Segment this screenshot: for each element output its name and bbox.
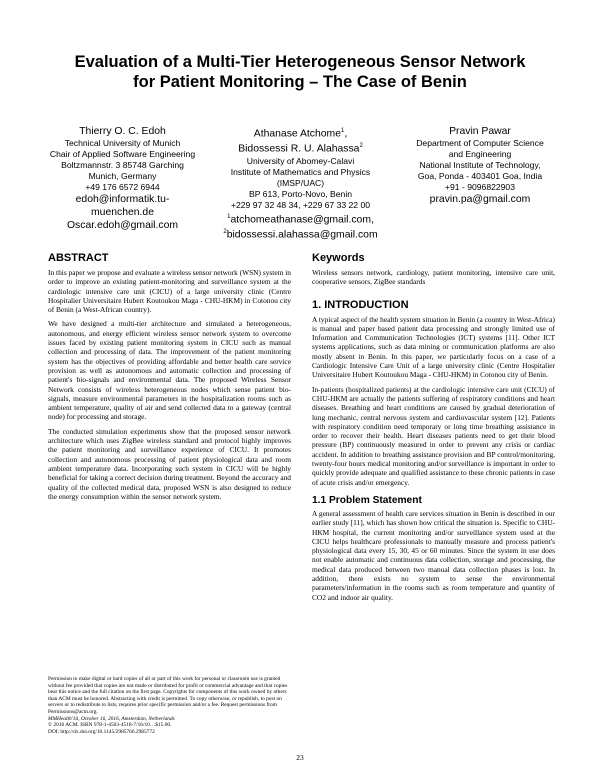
author-superscript: 2 [359,143,363,150]
affiliation-line: Department of Computer Science [416,138,544,148]
abstract-heading: ABSTRACT [48,252,109,264]
right-column [312,252,555,602]
copyright-block [48,676,291,735]
left-column [48,252,291,501]
email-text: atchomeathanase@gmail.com, [230,214,374,226]
phone-number: +49 176 6572 6944 [85,182,160,192]
affiliation-line: National Institute of Technology, [419,160,541,170]
abstract-paragraph: In this paper we propose and evaluate a wireless sensor network (WSN) system in order to improve an existing patient-monitoring and surveillance system at the cardiologic intensive care unit (CICU) of a large university clinic (Centre Hospitalier Universitaire Hubert Koutoukou Maga - CHU-HKM) in Cotonou city of Benin (a West-African country). [48,268,291,315]
abstract-paragraph: The conducted simulation experiments show that the proposed sensor network architecture which uses ZigBee wireless standard and protocol highly improves the patient monitoring and surveillance experience of CICU. It promotes collection and autonomous processing of patient physiological data and room ambient temperature data. Incorporating such system in CICU will be highly beneficial for taking a correct decision during treatment. Beyond the accuracy and quality of the collected medical data, proposed WSN is also designed to reduce the energy consumption within the sensor network system. [48,426,291,501]
introduction-paragraph: A typical aspect of the health system situation in Benin (a country in West-Africa) is manual and paper based patient data processing and strongly limited use of Information and Communication Technologies (ICT) systems [11]. Other ICT systems applications, such as data mining or communication platforms are also mostly absent in Benin. In this paper, we particularly focus on a case of a Cardiologic Intensive Care Unit of a large university clinic (Centre Hospitalier Universitaire Hubert Koutoukou Maga - CHU-HKM) in Cotonou city of Benin. [312,314,555,380]
problem-statement-heading: 1.1 Problem Statement [312,494,422,506]
phone-number: +229 97 32 48 34, +229 67 33 22 00 [230,199,371,210]
paper-title [40,52,560,92]
author-block-2 [203,125,398,242]
affiliation-line: Goa, Ponda - 403401 Goa, India [417,171,543,181]
abstract-paragraph: We have designed a multi-tier architecture and simulated a heterogeneous, autonomous, and energy efficient wireless sensor network system to overcome issues faced by existing patient monitoring system in CICU such as manual collection and processing of data. The improvement of the patient monitoring system has the objectives of providing affordable and better health care service provision as well as autonomous and automatic collection and processing of patient's bio-signals and environmental data. The proposed Wireless Sensor Network consists of wireless heterogeneous nodes which sense patient bio-signals, measure environmental parameters in the hospitalization rooms such as ambient temperature, quality of air and send collected data to a gateway (central node) for processing and storage. [48,319,291,422]
affiliation-line: Munich, Germany [88,171,157,181]
author-name-1: Athanase Atchome [253,128,341,140]
title-line-2: for Patient Monitoring – The Case of Benin [133,73,467,91]
affiliation-line: (IMSP/UAC) [276,177,325,188]
affiliation-line: Boltzmannstr. 3 85748 Garching [61,160,184,170]
doi: DOI: http://dx.doi.org/10.1145/2985766.2985772 [48,728,155,735]
affiliation-line: Institute of Mathematics and Physics [230,166,371,177]
isbn: © 2016 ACM. ISBN 978-1-4503-4518-7/16/10…$15.00. [48,722,172,729]
email-line: pravin.pa@gmail.com [429,194,531,205]
copyright-notice: Permission to make digital or hard copies of all or part of this work for personal or classroom use is granted without fee provided that copies are not made or distributed for profit or commercial advantage and that copies bear this notice and the full citation on the first page. Copyrights for components of this work owned by others than ACM must be honored. Abstracting with credit is permitted. To copy otherwise, or republish, to post on servers or to redistribute to lists, requires prior specific permission and/or a fee. Request permissions from Permissions@acm.org. [48,676,288,715]
author-name [203,140,398,155]
venue: MMHealth'16, October 16, 2016, Amsterdam, Netherlands [48,715,175,722]
affiliation-line: and Engineering [448,149,512,159]
phone-number: +91 - 9096822903 [444,182,515,192]
email-superscript: 1 [227,213,231,220]
author-name: Athanase Atchome$^1$, [253,128,348,140]
keywords-heading: Keywords [312,252,365,264]
affiliation-line: Technical University of Munich [64,138,181,148]
affiliation-line: Chair of Applied Software Engineering [49,149,196,159]
introduction-heading: 1. INTRODUCTION [312,298,409,311]
author-name: Thierry O. C. Edoh [79,126,166,137]
problem-statement-paragraph: A general assessment of health care services situation in Benin is described in our earlier study [11], which has shown how critical the situation is. Specific to CHU-HKM hospital, the current monitoring and/or surveillance system used at the CICU helps healthcare professionals to manually measure and process patient's physiological data every 15, 30, 45 or 60 minutes. Since the system in use does not enable automatic and continuous data collection, storage and processing, the medical data produced between two manual data collection phases is lost. In addition, there exists no system to sense the environmental parameters/information in the rooms such as room temperature and quantity of CO2 and indoor air quality. [312,508,555,602]
introduction-paragraph: In-patients (hospitalized patients) at the cardiologic intensive care unit (CICU) of CHU-HKM are actually the patients suffering of respiratory conditions and heart diseases. Breathing and heart conditions are caused by gradual deterioration of lung mechanic, central nervous system and cardiovascular system [12]. Patients with respiratory condition need temporary or long time breathing assistance in order to recover their health. Heart diseases patients need to get their blood pressure (BP) continuously measured in order to prevent any crisis or cardiac accident. In addition to breathing assistance provision and BP control/monitoring, twenty-four hours medical monitoring and/or surveillance is important in order to quickly provide adequate and qualified assistance to these chronic patients in case of acute crisis and/or emergency. [312,384,555,487]
author-name: Pravin Pawar [449,126,511,137]
email-line: Oscar.edoh@gmail.com [66,220,179,231]
email-line: muenchen.de [91,207,154,218]
email-line [203,211,398,226]
email-line: edoh@informatik.tu- [75,194,170,205]
keywords-text: Wireless sensors network, cardiology, patient monitoring, intensive care unit, cooperative sensors, ZigBee standards [312,268,555,287]
email-line [203,226,398,241]
author-block-3 [390,125,570,206]
title-line-1: Evaluation of a Multi-Tier Heterogeneous Sensor Network [74,53,526,71]
affiliation-line: BP 613, Porto-Novo, Benin [248,188,353,199]
email-superscript: 2 [223,229,227,236]
affiliation-line: University of Abomey-Calavi [246,155,355,166]
page-number: 23 [296,753,304,762]
author-block-1 [30,125,215,232]
author-superscript: 1 [341,128,345,134]
email-text: bidossessi.alahassa@gmail.com [226,229,378,241]
author-name-2: Bidossessi R. U. Alahassa [238,143,360,155]
